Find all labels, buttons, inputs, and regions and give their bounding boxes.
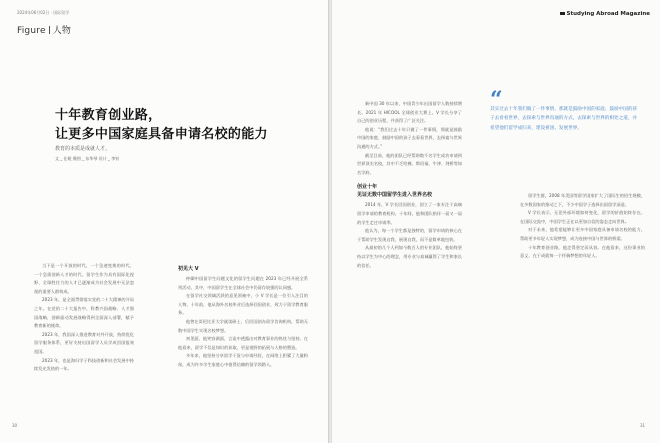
header-date: 2024年06月02日 · 国际留学 [17,10,70,15]
section-sub-label: 人物 [52,26,72,36]
section-divider [49,26,50,34]
paragraph: 新中国 30 年以来，中国青少年出国留学人数持续增长。2021 年 HICOOL 全球创业大赛上，V 学长分享了自己的创业历程，并获得了广泛关注。 [357,101,462,124]
paragraph: 从最初的几个人到如今数百人的专业团队，他始终坚持以学生为中心的理念，用专业与真诚赢得了学生和家长的信任。 [357,245,462,268]
right-column-3 [520,192,645,420]
article-subtitle: 教育的本质是成就人才。 [55,146,111,152]
left-page [0,0,328,443]
paragraph: 十年教育创业路，他走得坚定而从容。在他看来，这份事业的意义，在于成就每一个怀揣梦想的年轻人。 [520,244,645,259]
article-title-line2: 让更多中国家庭具备申请名校的能力 [55,127,268,142]
article-byline: 文 _ 仕妮 摄图 _ 东华琴 设计 _ 李钊 [55,156,120,161]
paragraph: 对于未来，他希望能够让更多中国家庭具备申请名校的能力，帮助更多年轻人实现梦想，成为连接中国与世界的桥梁。 [520,227,645,241]
paragraph: 2023 年，我国深入推进教育对外开放，持续优化留学服务体系，更好支持出国留学人员学成回国报效祖国。 [34,331,134,354]
paragraph: 截至目前，他的团队已经帮助数千名学生成功申请到世界顶尖名校，其中不乏哈佛、斯坦福、牛津、剑桥等知名学府。 [357,152,462,175]
article-title-line1: 十年教育创业路， [55,108,162,123]
section-label [17,23,71,36]
paragraph: 他说：“我们过去十年只做了一件事情，那就是鼓励中国的家庭，鼓励中国的孩子去看看世界，去探索与世界沟通的方式。” [357,126,462,149]
paragraph: 当下是一个开放的时代，一个急速变换的时代，一个急需创新人才的时代。留学生作为具有国际化视野、全球胜任力的人才已逐渐成为社会发展中无法忽视的重要人群构成。 [34,263,134,294]
paragraph: 2014 年，V 学长回国创业，创立了一家专注于高端留学申请的教育机构。十年间，他和团队陪伴一届又一届的学生走过申请季。 [357,202,462,225]
section-subhead: 初见大 V [178,266,199,272]
section-figure-label: Figure [17,26,46,36]
section-subhead: 创业十年 见证无数中国留学生进入世界名校 [357,184,433,199]
paragraph: V 学长表示，无论外部环境如何变化，留学的价值始终存在。在国际交流中，中国学生正在以更加自信的姿态走向世界。 [520,210,645,224]
paragraph: 2023 年，是全面贯彻落实党的二十大精神的开局之年。在党的二十大报告中，科教兴国战略、人才强国战略，创新驱动发展战略得到全面深入部署，赋予教育新的使命。 [34,297,134,329]
logo-mark-icon [560,12,565,15]
pull-quote: 其实过去十年我们做了一件事情，那就是鼓励中国的家庭、鼓励中国的孩子去看看世界，去探索与世界沟通的方式，去探索与世界的相处之道，并希望他们留学成归来，建设祖国、发展世界。 [490,107,638,131]
paragraph: 他曾在哥伦比亚大学就读硕士，后回国创办留学咨询机构，帮助无数中国学生实现名校梦想。 [178,318,308,333]
paragraph: 多年来，他坚持分享留学干货与申请经验，在网络上积累了大量粉丝，成为许多学生家庭心中值得信赖的留学领路人。 [178,353,308,367]
paragraph: 在留学社交领域活跃的意见领袖中，小 V 学长是一位引人注目的人物。十年前，他从海外名校毕业后选择回国创业，致力于留学教育服务。 [178,293,308,316]
left-column-1 [34,262,134,420]
paragraph: 他认为，每一个学生都是独特的，留学申请的核心在于帮助学生发现自我、展现自我，而不是简单地包装。 [357,228,462,242]
page-number-right: 31 [640,423,646,428]
page-number-left: 30 [12,423,18,428]
right-column-1 [357,100,462,420]
left-column-2 [178,262,308,420]
paragraph: 留学生群，2008 年美国等留学国家扩大了国际生的招生规模，在多数国家的推动之下，不少中国学子选择出国留学深造。 [520,193,645,207]
masthead-text: Studying Abroad Magazine [566,11,650,17]
magazine-masthead [560,11,651,17]
paragraph: 仲卿中国留学生问题文化的留学生问题在 2023 年已经开展全系列活动。其中，中国留学生在全球社会中仍留存较强的认同感。 [178,276,308,290]
quote-mark-icon: “ [490,87,503,113]
paragraph: 初见面，他笑容满面，言谈中透露出对教育事业的热忱与坚持。在他看来，留学不仅是知识的获取，更是视野的拓展与人格的塑造。 [178,336,308,350]
paragraph: 2023 年，也是海归学子科技创新和社会发展中持续发光发热的一年。 [34,357,134,372]
